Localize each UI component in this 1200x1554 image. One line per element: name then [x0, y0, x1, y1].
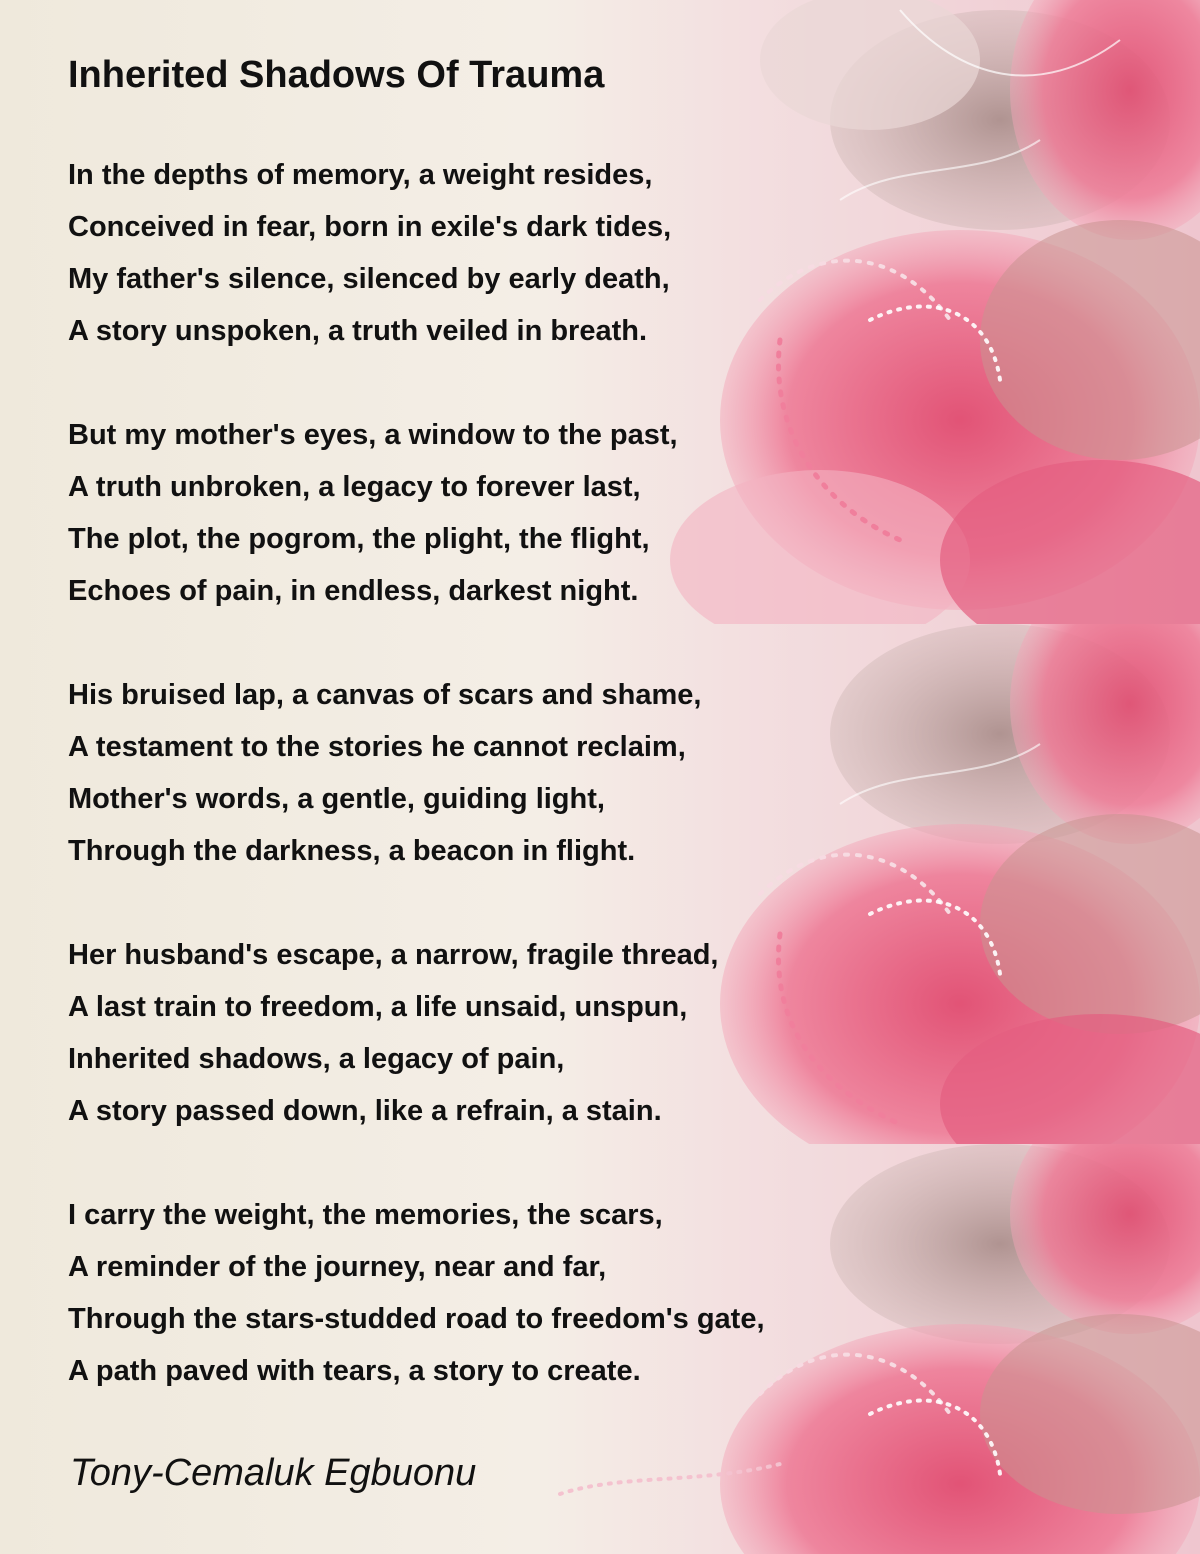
poem-line: A truth unbroken, a legacy to forever last,	[68, 471, 641, 503]
poem-line: A story unspoken, a truth veiled in breath.	[68, 315, 648, 347]
stanza-5	[68, 1189, 765, 1397]
poem-line: A testament to the stories he cannot reclaim,	[68, 731, 686, 763]
stanza-3	[68, 669, 701, 877]
poem-line: My father's silence, silenced by early death,	[68, 263, 670, 295]
poem-line: Inherited shadows, a legacy of pain,	[68, 1043, 565, 1075]
poem-line: A last train to freedom, a life unsaid, unspun,	[68, 991, 688, 1023]
poem-line: A path paved with tears, a story to create.	[68, 1355, 641, 1387]
stanza-1	[68, 149, 671, 357]
stanza-2	[68, 409, 678, 617]
poem-line: Mother's words, a gentle, guiding light,	[68, 783, 605, 815]
poem-line: Through the stars-studded road to freedom's gate,	[68, 1303, 765, 1335]
poem-line: Her husband's escape, a narrow, fragile thread,	[68, 939, 719, 971]
poem-line: Conceived in fear, born in exile's dark tides,	[68, 211, 672, 243]
poem-title: Inherited Shadows Of Trauma	[68, 54, 605, 96]
poem-line: In the depths of memory, a weight resides,	[68, 159, 653, 191]
poem-line: Echoes of pain, in endless, darkest night.	[68, 575, 639, 607]
poem-author: Tony-Cemaluk Egbuonu	[70, 1452, 477, 1494]
poem-line: The plot, the pogrom, the plight, the flight,	[68, 523, 650, 555]
poem-line: But my mother's eyes, a window to the past,	[68, 419, 678, 451]
stanza-4	[68, 929, 718, 1137]
poem-line: A reminder of the journey, near and far,	[68, 1251, 607, 1283]
poem-line: Through the darkness, a beacon in flight.	[68, 835, 636, 867]
poem-line: I carry the weight, the memories, the scars,	[68, 1199, 663, 1231]
poem-line: His bruised lap, a canvas of scars and shame,	[68, 679, 702, 711]
poem-line: A story passed down, like a refrain, a stain.	[68, 1095, 662, 1127]
